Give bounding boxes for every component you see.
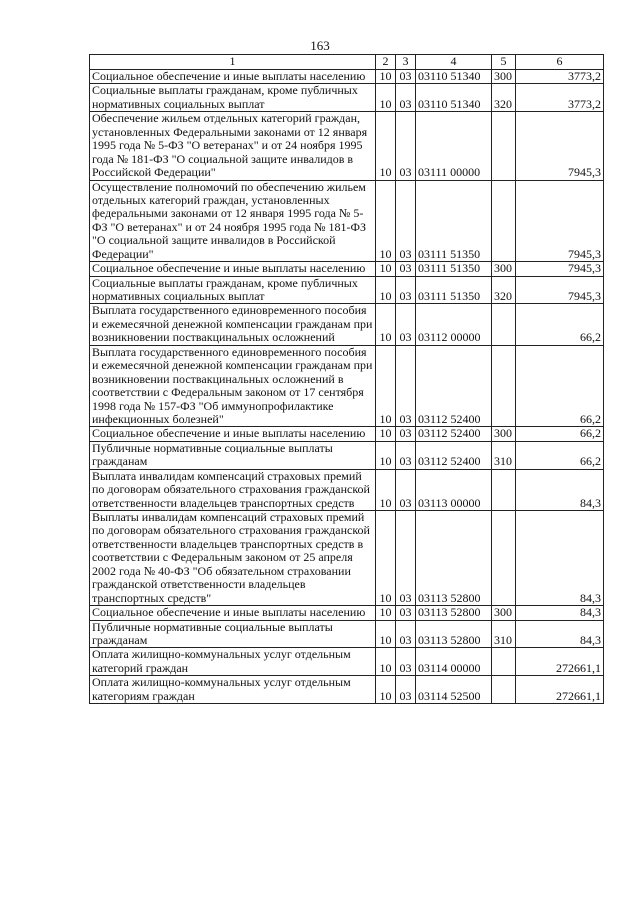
- row-name-cell: Осуществление полномочий по обеспечению жильем отдельных категорий граждан, установленных федеральными законами от 12 января 1995 года № 5-ФЗ "О ветеранах" и от 24 ноября 1995 года № 181-ФЗ "О социальной защите инвалидов в Российской Федерации": [90, 180, 376, 262]
- target-code-cell: 03112 52400: [416, 427, 492, 441]
- subsection-code-cell: 03: [396, 648, 416, 676]
- section-code-cell: 10: [376, 427, 396, 441]
- subsection-code-cell: 03: [396, 620, 416, 648]
- target-code-cell: 03113 52800: [416, 511, 492, 606]
- section-code-cell: 10: [376, 606, 396, 620]
- expense-type-cell: [492, 180, 516, 262]
- row-name-cell: Социальное обеспечение и иные выплаты населению: [90, 427, 376, 441]
- table-row: [90, 427, 604, 441]
- table-row: [90, 469, 604, 510]
- budget-table: [89, 54, 604, 704]
- target-code-cell: 03111 51350: [416, 180, 492, 262]
- subsection-code-cell: 03: [396, 304, 416, 345]
- expense-type-cell: 310: [492, 620, 516, 648]
- header-cell: 1: [90, 55, 376, 70]
- section-code-cell: 10: [376, 511, 396, 606]
- row-name-cell: Социальное обеспечение и иные выплаты населению: [90, 262, 376, 276]
- expense-type-cell: [492, 112, 516, 180]
- section-code-cell: 10: [376, 345, 396, 427]
- target-code-cell: 03111 00000: [416, 112, 492, 180]
- section-code-cell: 10: [376, 276, 396, 304]
- row-name-cell: Публичные нормативные социальные выплаты гражданам: [90, 620, 376, 648]
- row-name-cell: Оплата жилищно-коммунальных услуг отдельным категориям граждан: [90, 676, 376, 704]
- amount-cell: 272661,1: [516, 676, 604, 704]
- row-name-cell: Выплата государственного единовременного пособия и ежемесячной денежной компенсации гражданам при возникновении поствакцинальных осложнений: [90, 304, 376, 345]
- subsection-code-cell: 03: [396, 511, 416, 606]
- target-code-cell: 03111 51350: [416, 276, 492, 304]
- amount-cell: 66,2: [516, 427, 604, 441]
- row-name-cell: Социальные выплаты гражданам, кроме публичных нормативных социальных выплат: [90, 276, 376, 304]
- table-row: [90, 84, 604, 112]
- subsection-code-cell: 03: [396, 676, 416, 704]
- table-row: [90, 676, 604, 704]
- expense-type-cell: [492, 648, 516, 676]
- amount-cell: 7945,3: [516, 262, 604, 276]
- amount-cell: 84,3: [516, 469, 604, 510]
- header-cell: 6: [516, 55, 604, 70]
- table-body: [90, 70, 604, 704]
- subsection-code-cell: 03: [396, 84, 416, 112]
- expense-type-cell: [492, 676, 516, 704]
- expense-type-cell: 320: [492, 84, 516, 112]
- subsection-code-cell: 03: [396, 427, 416, 441]
- expense-type-cell: [492, 511, 516, 606]
- row-name-cell: Публичные нормативные социальные выплаты гражданам: [90, 441, 376, 469]
- header-cell: 4: [416, 55, 492, 70]
- expense-type-cell: 300: [492, 262, 516, 276]
- subsection-code-cell: 03: [396, 262, 416, 276]
- row-name-cell: Выплата государственного единовременного пособия и ежемесячной денежной компенсации гражданам при возникновении поствакцинальных осложнений в соответствии с Федеральным законом от 17 сентября 1998 года № 157-ФЗ "Об иммунопрофилактике инфекционных болезней": [90, 345, 376, 427]
- amount-cell: 7945,3: [516, 112, 604, 180]
- header-row: [90, 55, 604, 70]
- amount-cell: 66,2: [516, 441, 604, 469]
- amount-cell: 84,3: [516, 620, 604, 648]
- header-cell: 3: [396, 55, 416, 70]
- section-code-cell: 10: [376, 676, 396, 704]
- header-cell: 5: [492, 55, 516, 70]
- section-code-cell: 10: [376, 441, 396, 469]
- table-row: [90, 620, 604, 648]
- subsection-code-cell: 03: [396, 345, 416, 427]
- section-code-cell: 10: [376, 70, 396, 84]
- section-code-cell: 10: [376, 469, 396, 510]
- subsection-code-cell: 03: [396, 276, 416, 304]
- target-code-cell: 03113 52800: [416, 620, 492, 648]
- target-code-cell: 03110 51340: [416, 70, 492, 84]
- table-row: [90, 345, 604, 427]
- table-row: [90, 70, 604, 84]
- expense-type-cell: [492, 469, 516, 510]
- expense-type-cell: 310: [492, 441, 516, 469]
- expense-type-cell: 300: [492, 427, 516, 441]
- table-row: [90, 180, 604, 262]
- row-name-cell: Социальные выплаты гражданам, кроме публичных нормативных социальных выплат: [90, 84, 376, 112]
- target-code-cell: 03111 51350: [416, 262, 492, 276]
- row-name-cell: Выплаты инвалидам компенсаций страховых премий по договорам обязательного страхования гражданской ответственности владельцев транспортных средств в соответствии с Федеральным законом от 25 апреля 2002 года № 40-ФЗ "Об обязательном страховании гражданской ответственности владельцев транспортных средств": [90, 511, 376, 606]
- section-code-cell: 10: [376, 648, 396, 676]
- table-row: [90, 511, 604, 606]
- amount-cell: 272661,1: [516, 648, 604, 676]
- amount-cell: 66,2: [516, 304, 604, 345]
- amount-cell: 84,3: [516, 511, 604, 606]
- row-name-cell: Выплата инвалидам компенсаций страховых премий по договорам обязательного страхования гражданской ответственности владельцев транспортных средств: [90, 469, 376, 510]
- expense-type-cell: 300: [492, 70, 516, 84]
- amount-cell: 3773,2: [516, 84, 604, 112]
- table-row: [90, 112, 604, 180]
- section-code-cell: 10: [376, 180, 396, 262]
- subsection-code-cell: 03: [396, 441, 416, 469]
- target-code-cell: 03110 51340: [416, 84, 492, 112]
- table-row: [90, 276, 604, 304]
- subsection-code-cell: 03: [396, 112, 416, 180]
- section-code-cell: 10: [376, 84, 396, 112]
- expense-type-cell: [492, 304, 516, 345]
- subsection-code-cell: 03: [396, 180, 416, 262]
- page-number: 163: [310, 38, 330, 53]
- row-name-cell: Социальное обеспечение и иные выплаты населению: [90, 70, 376, 84]
- table-row: [90, 304, 604, 345]
- expense-type-cell: 320: [492, 276, 516, 304]
- target-code-cell: 03112 52400: [416, 345, 492, 427]
- target-code-cell: 03112 52400: [416, 441, 492, 469]
- subsection-code-cell: 03: [396, 70, 416, 84]
- expense-type-cell: [492, 345, 516, 427]
- table-row: [90, 441, 604, 469]
- header-cell: 2: [376, 55, 396, 70]
- section-code-cell: 10: [376, 620, 396, 648]
- row-name-cell: Социальное обеспечение и иные выплаты населению: [90, 606, 376, 620]
- target-code-cell: 03113 52800: [416, 606, 492, 620]
- amount-cell: 7945,3: [516, 276, 604, 304]
- section-code-cell: 10: [376, 112, 396, 180]
- amount-cell: 66,2: [516, 345, 604, 427]
- amount-cell: 3773,2: [516, 70, 604, 84]
- row-name-cell: Обеспечение жильем отдельных категорий граждан, установленных Федеральными законами от 12 января 1995 года № 5-ФЗ "О ветеранах" и от 24 ноября 1995 года № 181-ФЗ "О социальной защите инвалидов в Российской Федерации": [90, 112, 376, 180]
- expense-type-cell: 300: [492, 606, 516, 620]
- section-code-cell: 10: [376, 304, 396, 345]
- target-code-cell: 03114 52500: [416, 676, 492, 704]
- table-row: [90, 648, 604, 676]
- subsection-code-cell: 03: [396, 606, 416, 620]
- subsection-code-cell: 03: [396, 469, 416, 510]
- section-code-cell: 10: [376, 262, 396, 276]
- row-name-cell: Оплата жилищно-коммунальных услуг отдельным категорий граждан: [90, 648, 376, 676]
- amount-cell: 84,3: [516, 606, 604, 620]
- target-code-cell: 03113 00000: [416, 469, 492, 510]
- table-row: [90, 262, 604, 276]
- target-code-cell: 03112 00000: [416, 304, 492, 345]
- table-row: [90, 606, 604, 620]
- target-code-cell: 03114 00000: [416, 648, 492, 676]
- amount-cell: 7945,3: [516, 180, 604, 262]
